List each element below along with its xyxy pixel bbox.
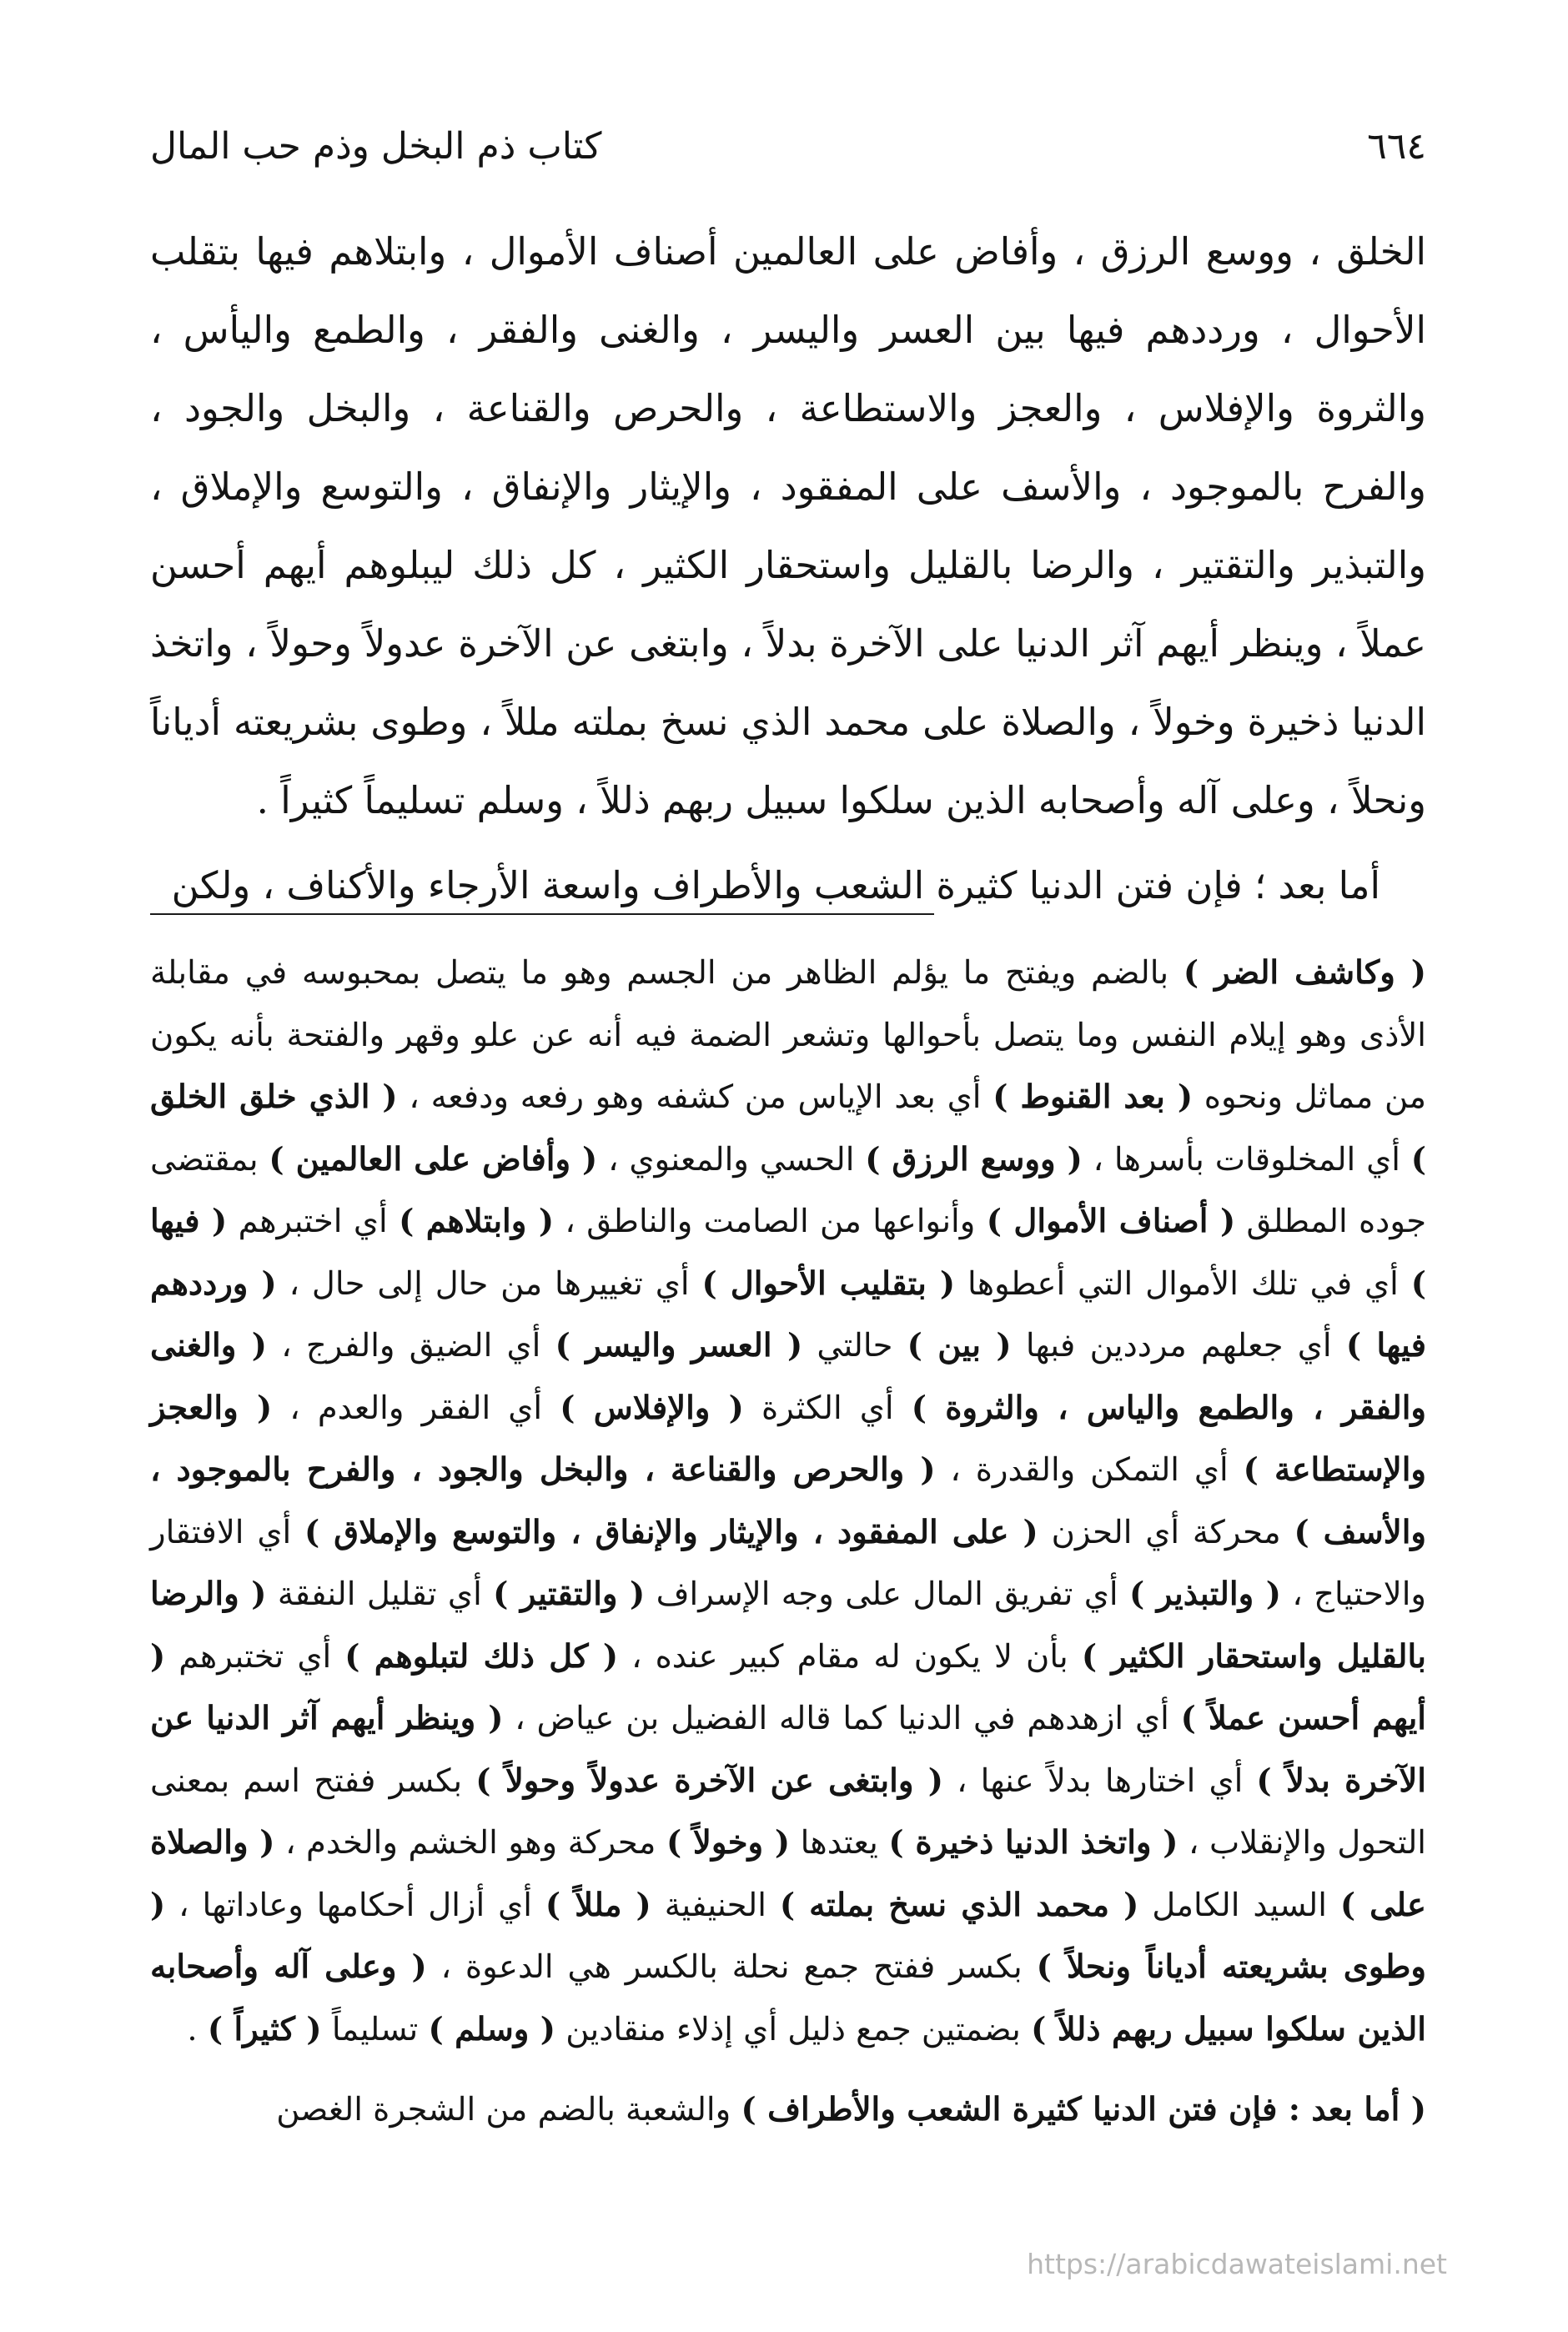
commentary-gloss: بالضم ويفتح ما يؤلم الظاهر من الجسم وهو ما يتصل بمحبوسه في مقابلة الأذى وهو إيلام النفس وما يتصل بأحوالها وتشعر الضمة فيه أنه عن علو وقهر والفتحة بأنه يكون من مماثل ونحوه	[150, 954, 1426, 1116]
commentary-quote: ( والغنى والفقر ، والطمع والياس ، والثروة )	[150, 1327, 1427, 1427]
commentary-gloss: بكسر ففتح جمع نحلة بالكسر هي الدعوة ،	[426, 1948, 1037, 1986]
footnote-divider	[150, 913, 934, 915]
commentary-gloss: أي جعلهم مرددين فبها	[1011, 1327, 1346, 1365]
commentary-gloss: والشعبة بالضم من الشجرة الغصن	[276, 2091, 741, 2128]
commentary-gloss: بكسر ففتح اسم بمعنى التحول والإنقلاب ،	[150, 1762, 1426, 1862]
commentary-quote: ( محمد الذي نسخ بملته )	[779, 1886, 1139, 1924]
commentary-gloss: أي الفقر والعدم ،	[272, 1389, 560, 1427]
commentary-gloss: أي التمكن والقدرة ،	[935, 1451, 1244, 1489]
commentary-gloss: أي في تلك الأموال التي أعطوها	[955, 1264, 1411, 1303]
commentary-gloss: أي الضيق والفرج ،	[266, 1327, 555, 1365]
commentary-gloss: محركة وهو الخشم والخدم ،	[274, 1824, 666, 1862]
commentary-gloss: أي تفريق المال على وجه الإسراف	[645, 1576, 1129, 1613]
commentary-quote: ( مللاً )	[545, 1886, 651, 1924]
commentary-quote: ( كثيراً )	[207, 2010, 322, 2048]
commentary-gloss: وأنواعها من الصامت والناطق ،	[554, 1203, 987, 1240]
commentary-quote: ( أصناف الأموال )	[986, 1203, 1236, 1240]
commentary-gloss: السيد الكامل	[1138, 1886, 1340, 1924]
commentary-quote: ( وابتغى عن الآخرة عدولاً وحولاً )	[475, 1762, 943, 1800]
commentary-quote: ( كل ذلك لتبلوهم )	[344, 1637, 619, 1676]
commentary-quote: ( وعلى آله وأصحابه الذين سلكوا سبيل ربهم ذللاً )	[150, 1948, 1426, 2048]
commentary-gloss: الحسي والمعنوي ،	[597, 1140, 866, 1179]
commentary-quote: ( واتخذ الدنيا ذخيرة )	[888, 1824, 1179, 1862]
commentary-quote: ( والعجز والإستطاعة )	[150, 1389, 1426, 1489]
commentary-quote: ( بتقليب الأحوال )	[701, 1264, 956, 1303]
commentary-gloss: أي أزال أحكامها وعاداتها ،	[165, 1886, 545, 1924]
page-header	[150, 125, 1426, 200]
commentary-quote: ( وخولاً )	[666, 1824, 791, 1862]
main-text	[150, 213, 1426, 925]
commentary-quote: ( والتقتير )	[493, 1576, 646, 1613]
commentary-gloss: بمقتضى جوده المطلق	[150, 1140, 1427, 1240]
commentary-quote: ( ورددهم فيها )	[150, 1264, 1426, 1365]
commentary-quote: ( الذي خلق الخلق )	[150, 1078, 1426, 1179]
commentary-gloss: تسليماً	[321, 2010, 429, 2048]
commentary-paragraph-2	[150, 2079, 1426, 2142]
commentary-quote: ( فيها )	[150, 1203, 1426, 1303]
commentary-quote: ( وكاشف الضر )	[1183, 954, 1426, 992]
commentary-gloss: أي اختبرهم	[227, 1203, 400, 1240]
commentary-gloss: يعتدها	[790, 1824, 889, 1862]
commentary-gloss: أي تقليل النفقة	[266, 1576, 494, 1613]
book-page	[150, 108, 1426, 2310]
main-paragraph-2: أما بعد ؛ فإن فتن الدنيا كثيرة الشعب والأطراف واسعة الأرجاء والأكناف ، ولكن	[171, 863, 1380, 907]
commentary-gloss: .	[187, 2010, 208, 2048]
commentary-gloss: حالتي	[802, 1327, 907, 1365]
commentary-gloss: الحنيفية	[651, 1886, 780, 1924]
running-title: كتاب ذم البخل وذم حب المال	[150, 125, 602, 168]
commentary-gloss: أي بعد الإياس من كشفه وهو رفعه ودفعه ،	[397, 1078, 993, 1116]
commentary-gloss: أي الكثرة	[743, 1389, 912, 1427]
commentary-quote: ( على المفقود ، والإيثار والإنفاق ، والتوسع والإملاق )	[304, 1513, 1038, 1551]
commentary-gloss: أي ازهدهم في الدنيا كما قاله الفضيل بن عياض ،	[503, 1700, 1181, 1737]
main-paragraph-1: الخلق ، ووسع الرزق ، وأفاض على العالمين أصناف الأموال ، وابتلاهم فيها بتقلب الأحوال ، ورددهم فيها بين العسر واليسر ، والغنى والفقر ، والطمع واليأس ، والثروة والإفلاس ، والعجز والاستطاعة ، والحرص والقناعة ، والبخل والجود ، والفرح بالموجود ، والأسف على المفقود ، والإيثار والإنفاق ، والتوسع والإملاق ، والتبذير والتقتير ، والرضا بالقليل واستحقار الكثير ، كل ذلك ليبلوهم أيهم أحسن عملاً ، وينظر أيهم آثر الدنيا على الآخرة بدلاً ، وابتغى عن الآخرة عدولاً وحولاً ، واتخذ الدنيا ذخيرة وخولاً ، والصلاة على محمد الذي نسخ بملته مللاً ، وطوى بشريعته أدياناً ونحلاً ، وعلى آله وأصحابه الذين سلكوا سبيل ربهم ذللاً ، وسلم تسليماً كثيراً .	[150, 229, 1426, 822]
commentary-quote: ( أيهم أحسن عملاً )	[150, 1637, 1426, 1737]
commentary-quote: ( والإفلاس )	[560, 1389, 744, 1427]
commentary-quote: ( بعد القنوط )	[993, 1078, 1194, 1116]
commentary	[150, 942, 1426, 2142]
commentary-quote: ( والحرص والقناعة ، والبخل والجود ، والفرح بالموجود ، والأسف )	[150, 1451, 1427, 1551]
commentary-quote: ( وسلم )	[428, 2010, 555, 2048]
commentary-quote: ( وأفاض على العالمين )	[269, 1140, 598, 1179]
commentary-quote: ( العسر واليسر )	[555, 1327, 803, 1365]
commentary-paragraph-1	[150, 942, 1426, 2061]
commentary-gloss: محركة أي الحزن	[1038, 1513, 1294, 1551]
commentary-gloss: أي تغييرها من حال إلى حال ،	[276, 1264, 702, 1303]
commentary-gloss: أي اختارها بدلاً عنها ،	[942, 1762, 1257, 1800]
page-number: ٦٦٤	[1367, 125, 1426, 168]
commentary-quote: ( والصلاة على )	[150, 1824, 1426, 1924]
commentary-gloss: بضمتين جمع ذليل أي إذلاء منقادين	[555, 2010, 1032, 2048]
commentary-quote: ( وينظر أيهم آثر الدنيا عن الآخرة بدلاً )	[150, 1700, 1426, 1800]
commentary-quote: ( والتبذير )	[1129, 1576, 1281, 1613]
commentary-quote: ( بين )	[907, 1327, 1012, 1365]
commentary-gloss: بأن لا يكون له مقام كبير عنده ،	[618, 1637, 1082, 1676]
commentary-quote: ( أما بعد : فإن فتن الدنيا كثيرة الشعب والأطراف )	[741, 2091, 1426, 2128]
commentary-quote: ( وابتلاهم )	[399, 1203, 555, 1240]
commentary-gloss: أي الافتقار والاحتياج ،	[150, 1513, 1426, 1613]
commentary-quote: ( ووسع الرزق )	[865, 1140, 1083, 1179]
commentary-gloss: أي تختبرهم	[165, 1637, 345, 1676]
commentary-gloss: أي المخلوقات بأسرها ،	[1082, 1140, 1411, 1179]
watermark-url: https://arabicdawateislami.net	[1027, 2248, 1447, 2280]
commentary-quote: ( وطوى بشريعته أدياناً ونحلاً )	[150, 1886, 1426, 1986]
commentary-quote: ( والرضا بالقليل واستحقار الكثير )	[150, 1576, 1426, 1676]
